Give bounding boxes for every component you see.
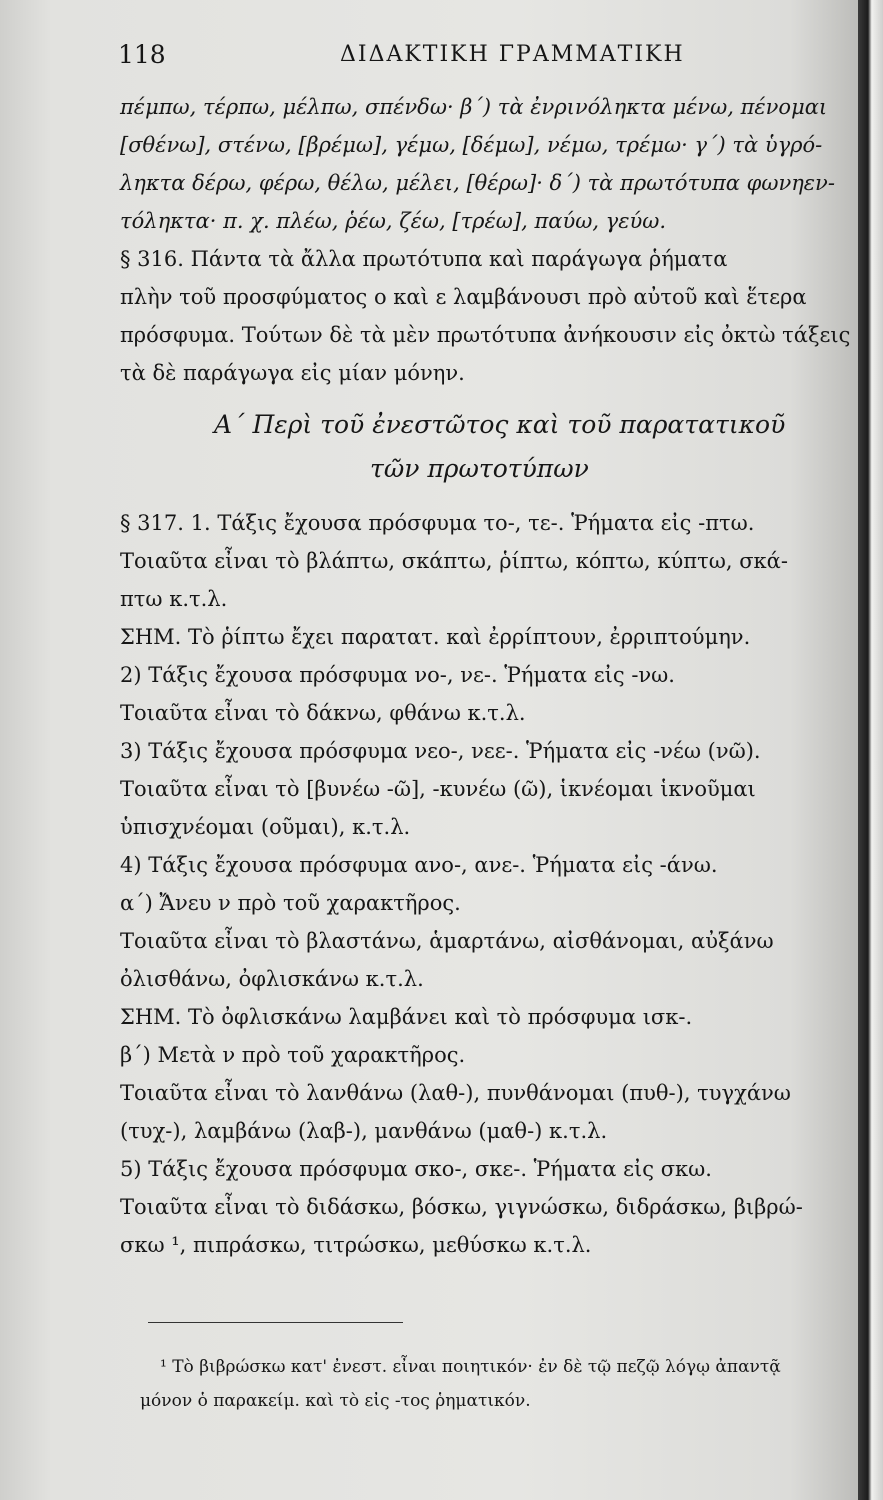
text-line: 3) Τάξις ἔχουσα πρόσφυμα νεο-, νεε-. Ῥήματα εἰς -νέω (νῶ). <box>120 739 761 763</box>
note-line: ΣΗΜ. Τὸ ὀφλισκάνω λαμβάνει καὶ τὸ πρόσφυμα ισκ-. <box>120 1005 693 1029</box>
text-line: Τοιαῦτα εἶναι τὸ [βυνέω -ῶ], -κυνέω (ῶ), ἱκνέομαι ἱκνοῦμαι <box>120 777 756 801</box>
footnote-rule <box>148 1322 403 1323</box>
text-line: β΄) Μετὰ ν πρὸ τοῦ χαρακτῆρος. <box>120 1043 466 1067</box>
text-line: Τοιαῦτα εἶναι τὸ λανθάνω (λαθ-), πυνθάνομαι (πυθ-), τυγχάνω <box>120 1081 791 1105</box>
section-317-line: § 317. 1. Τάξις ἔχουσα πρόσφυμα το-, τε-. Ῥήματα εἰς -πτω. <box>120 511 755 535</box>
body-text <box>120 88 855 1264</box>
section-316-line: § 316. Πάντα τὰ ἄλλα πρωτότυπα καὶ παράγωγα ῥήματα <box>120 247 728 271</box>
text-line: πτω κ.τ.λ. <box>120 587 228 611</box>
footnote-line: ¹ Τὸ βιβρώσκω κατ' ἐνεστ. εἶναι ποιητικόν· ἐν δὲ τῷ πεζῷ λόγῳ ἀπαντᾷ <box>160 1357 781 1377</box>
text-line: ληκτα δέρω, φέρω, θέλω, μέλει, [θέρω]· δ΄) τὰ πρωτότυπα φωνηεν- <box>120 171 835 195</box>
note-line: ΣΗΜ. Τὸ ῥίπτω ἔχει παρατατ. καὶ ἐρρίπτουν, ἐρριπτούμην. <box>120 625 751 649</box>
book-binding-edge <box>858 0 883 1500</box>
text-line: πρόσφυμα. Τούτων δὲ τὰ μὲν πρωτότυπα ἀνήκουσιν εἰς ὀκτὼ τάξεις <box>120 323 851 347</box>
section-heading-cont: τῶν πρωτοτύπων <box>370 454 589 483</box>
section-heading: Α΄ Περὶ τοῦ ἐνεστῶτος καὶ τοῦ παρατατικοῦ <box>214 410 786 439</box>
text-line: Τοιαῦτα εἶναι τὸ διδάσκω, βόσκω, γιγνώσκω, διδράσκω, βιβρώ- <box>120 1195 803 1219</box>
text-line: πλὴν τοῦ προσφύματος ο καὶ ε λαμβάνουσι πρὸ αὐτοῦ καὶ ἕτερα <box>120 285 807 309</box>
text-line: Τοιαῦτα εἶναι τὸ βλαστάνω, ἁμαρτάνω, αἰσθάνομαι, αὐξάνω <box>120 929 774 953</box>
page-header <box>0 40 858 80</box>
footnote-line: μόνον ὁ παρακείμ. καὶ τὸ εἰς -τος ῥηματικόν. <box>140 1391 531 1411</box>
text-line: Τοιαῦτα εἶναι τὸ δάκνω, φθάνω κ.τ.λ. <box>120 701 526 725</box>
text-line: πέμπω, τέρπω, μέλπω, σπένδω· β΄) τὰ ἐνρινόληκτα μένω, πένομαι <box>120 95 828 119</box>
page-number: 118 <box>118 40 166 69</box>
text-line: ὑπισχνέομαι (οῦμαι), κ.τ.λ. <box>120 815 411 839</box>
text-line: τόληκτα· π. χ. πλέω, ῥέω, ζέω, [τρέω], παύω, γεύω. <box>120 209 667 233</box>
text-line: σκω ¹, πιπράσκω, τιτρώσκω, μεθύσκω κ.τ.λ. <box>120 1233 592 1257</box>
text-line: 4) Τάξις ἔχουσα πρόσφυμα ανο-, ανε-. Ῥήματα εἰς -άνω. <box>120 853 718 877</box>
text-line: Τοιαῦτα εἶναι τὸ βλάπτω, σκάπτω, ῥίπτω, κόπτω, κύπτω, σκά- <box>120 549 788 573</box>
text-line: (τυχ-), λαμβάνω (λαβ-), μανθάνω (μαθ-) κ.τ.λ. <box>120 1119 608 1143</box>
text-line: τὰ δὲ παράγωγα εἰς μίαν μόνην. <box>120 361 465 385</box>
text-line: ὀλισθάνω, ὀφλισκάνω κ.τ.λ. <box>120 967 424 991</box>
text-line: 2) Τάξις ἔχουσα πρόσφυμα νο-, νε-. Ῥήματα εἰς -νω. <box>120 663 675 687</box>
text-line: α΄) Ἄνευ ν πρὸ τοῦ χαρακτῆρος. <box>120 891 461 915</box>
running-head: ΔΙΔΑΚΤΙΚΗ ΓΡΑΜΜΑΤΙΚΗ <box>340 42 685 67</box>
text-line: [σθένω], στένω, [βρέμω], γέμω, [δέμω], νέμω, τρέμω· γ΄) τὰ ὑγρό- <box>120 133 823 157</box>
footnotes <box>140 1350 858 1418</box>
text-line: 5) Τάξις ἔχουσα πρόσφυμα σκο-, σκε-. Ῥήματα εἰς σκω. <box>120 1157 712 1181</box>
